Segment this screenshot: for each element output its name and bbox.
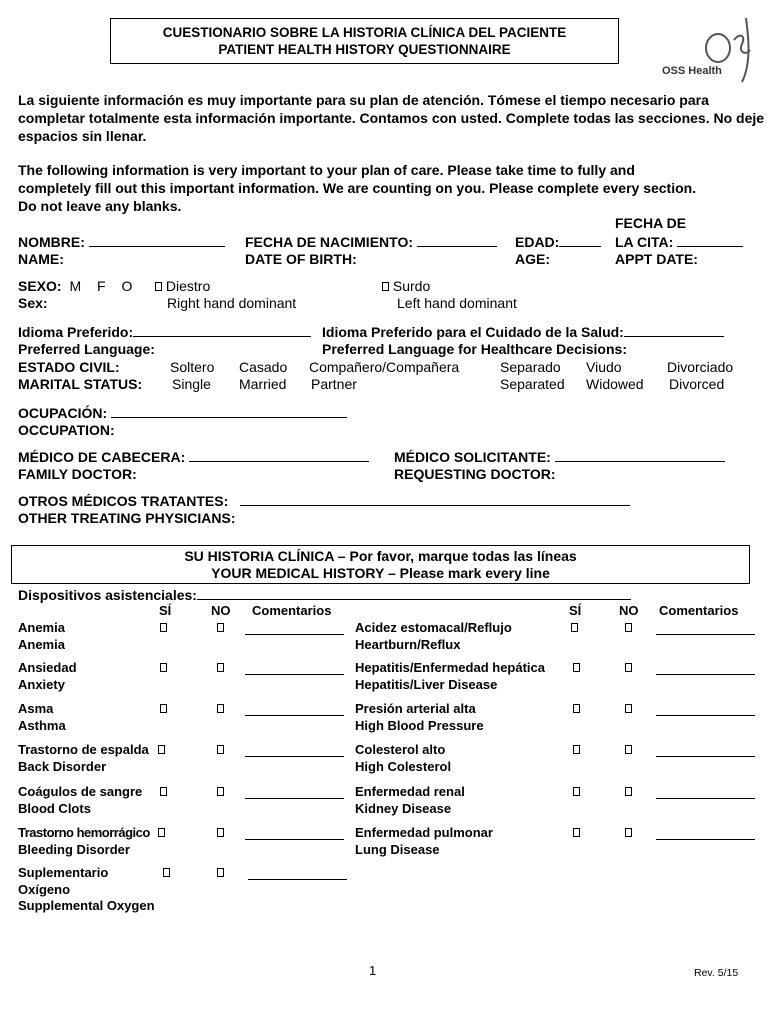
condition-label-en: High Colesterol — [355, 758, 452, 774]
comments-field[interactable] — [245, 743, 344, 757]
comments-field[interactable] — [248, 866, 347, 880]
form-title-box — [110, 18, 619, 64]
yes-checkbox[interactable] — [573, 704, 580, 713]
marital-option-en: Single — [172, 376, 211, 392]
page-number: 1 — [369, 963, 377, 978]
yes-checkbox[interactable] — [573, 828, 580, 837]
marital-option[interactable] — [667, 359, 733, 393]
form-title-en: PATIENT HEALTH HISTORY QUESTIONNAIRE — [218, 42, 511, 57]
healthcare-language-field[interactable] — [624, 323, 724, 337]
occupation-label-es: OCUPACIÓN: — [18, 405, 108, 421]
yes-checkbox[interactable] — [158, 745, 165, 754]
dob-label-es: FECHA DE NACIMIENTO: — [245, 234, 413, 250]
marital-option[interactable] — [239, 359, 287, 393]
marital-label-en: MARITAL STATUS: — [18, 376, 143, 392]
yes-checkbox[interactable] — [160, 704, 167, 713]
language-field[interactable] — [133, 323, 311, 337]
name-label-es: NOMBRE: — [18, 234, 85, 250]
other-doctors-label-en: OTHER TREATING PHYSICIANS: — [18, 510, 236, 526]
assistive-devices-label: Dispositivos asistenciales: — [18, 587, 197, 603]
condition-label-en: Hepatitis/Liver Disease — [355, 676, 498, 692]
no-checkbox[interactable] — [217, 704, 224, 713]
condition-label-es: Asma — [18, 701, 54, 716]
occupation-field[interactable] — [111, 404, 347, 418]
marital-label-es: ESTADO CIVIL: — [18, 359, 120, 375]
condition-label-es: Trastorno hemorrágico — [18, 825, 150, 840]
no-checkbox[interactable] — [625, 704, 632, 713]
marital-option[interactable] — [586, 359, 644, 393]
language-label-es: Idioma Preferido: — [18, 324, 134, 340]
marital-option-en: Divorced — [669, 376, 725, 392]
other-doctors-field[interactable] — [240, 492, 630, 506]
marital-option-es: Viudo — [586, 359, 622, 375]
comments-field[interactable] — [656, 785, 755, 799]
comments-field[interactable] — [245, 621, 344, 635]
name-field[interactable] — [89, 233, 225, 247]
assistive-devices-field[interactable] — [197, 586, 631, 600]
comments-field[interactable] — [245, 661, 344, 675]
condition-label-en: Heartburn/Reflux — [355, 636, 461, 652]
age-field[interactable] — [559, 233, 601, 247]
no-checkbox[interactable] — [217, 623, 224, 632]
form-title-es: CUESTIONARIO SOBRE LA HISTORIA CLÍNICA DEL PACIENTE — [162, 25, 567, 40]
dob-field[interactable] — [417, 233, 497, 247]
appt-date-label-en: APPT DATE: — [615, 251, 698, 267]
yes-checkbox[interactable] — [160, 787, 167, 796]
healthcare-language-label-es: Idioma Preferido para el Cuidado de la Salud: — [322, 324, 624, 340]
no-checkbox[interactable] — [625, 623, 632, 632]
appt-date-field[interactable] — [677, 233, 743, 247]
no-checkbox[interactable] — [217, 745, 224, 754]
comments-field[interactable] — [656, 621, 755, 635]
language-label-en: Preferred Language: — [18, 341, 155, 357]
marital-option[interactable] — [170, 359, 214, 393]
no-checkbox[interactable] — [625, 745, 632, 754]
no-checkbox[interactable] — [625, 828, 632, 837]
no-checkbox[interactable] — [625, 663, 632, 672]
marital-option-en: Married — [239, 376, 287, 392]
comments-field[interactable] — [656, 743, 755, 757]
family-doctor-label-en: FAMILY DOCTOR: — [18, 466, 137, 482]
yes-checkbox[interactable] — [573, 787, 580, 796]
comments-field[interactable] — [656, 826, 755, 840]
comments-field[interactable] — [656, 661, 755, 675]
condition-label-es: Enfermedad pulmonar — [355, 825, 493, 840]
revision-label: Rev. 5/15 — [694, 967, 739, 979]
medical-history-heading-es: SU HISTORIA CLÍNICA – Por favor, marque todas las líneas — [184, 548, 577, 564]
right-hand-label-en: Right hand dominant — [167, 295, 297, 311]
requesting-doctor-label-es: MÉDICO SOLICITANTE: — [394, 449, 551, 465]
condition-label-es: Acidez estomacal/Reflujo — [355, 620, 512, 635]
marital-option-en: Separated — [500, 376, 565, 392]
sex-label-en: Sex: — [18, 295, 48, 311]
yes-checkbox[interactable] — [573, 745, 580, 754]
yes-checkbox[interactable] — [573, 663, 580, 672]
comments-field[interactable] — [656, 702, 755, 716]
yes-checkbox[interactable] — [571, 623, 578, 632]
condition-label-en: Lung Disease — [355, 841, 440, 857]
occupation-label-en: OCCUPATION: — [18, 422, 115, 438]
condition-label-es: Presión arterial alta — [355, 701, 476, 716]
marital-option-es: Soltero — [170, 359, 215, 375]
condition-label-en: Back Disorder — [18, 758, 107, 774]
condition-label-es: Ansiedad — [18, 660, 77, 675]
condition-label-es: Enfermedad renal — [355, 784, 465, 799]
left-hand-label-en: Left hand dominant — [397, 295, 517, 311]
dob-label-en: DATE OF BIRTH: — [245, 251, 357, 267]
col-no-left: NO — [211, 603, 231, 618]
logo-text: OSS Health — [662, 65, 722, 77]
name-label-en: NAME: — [18, 251, 64, 267]
intro-es: La siguiente información es muy importante para su plan de atención. Tómese el tiempo necesario para completar totalmente esta información importante. Contamos con usted. Complete todas las secciones. No deje espacios sin llenar. — [18, 92, 765, 144]
marital-option-es: Casado — [239, 359, 288, 375]
marital-option-es: Separado — [500, 359, 561, 375]
yes-checkbox[interactable] — [158, 828, 165, 837]
condition-label-en: Blood Clots — [18, 800, 91, 816]
sex-options[interactable]: M F O — [69, 278, 133, 294]
marital-option[interactable] — [500, 359, 565, 393]
condition-label-en: Anemia — [18, 636, 65, 652]
no-checkbox[interactable] — [217, 868, 224, 877]
col-yes-left: SÍ — [159, 603, 172, 618]
condition-label-en: Asthma — [18, 717, 66, 733]
sex-label-es: SEXO: — [18, 278, 62, 294]
col-yes-right: SÍ — [569, 603, 582, 618]
no-checkbox[interactable] — [625, 787, 632, 796]
condition-label-en: Bleeding Disorder — [18, 841, 130, 857]
no-checkbox[interactable] — [217, 663, 224, 672]
marital-option-en: Partner — [311, 376, 357, 392]
condition-label-es: Coágulos de sangre — [18, 784, 143, 799]
condition-label-es: Suplementario — [18, 865, 109, 880]
age-label-en: AGE: — [515, 251, 550, 267]
age-label-es: EDAD: — [515, 234, 560, 250]
col-comments-left: Comentarios — [252, 603, 332, 618]
condition-label-es-2: Oxígeno — [18, 881, 71, 897]
yes-checkbox[interactable] — [160, 623, 167, 632]
condition-label-es: Anemia — [18, 620, 65, 635]
no-checkbox[interactable] — [217, 787, 224, 796]
condition-label-en: Supplemental Oxygen — [18, 898, 155, 913]
family-doctor-label-es: MÉDICO DE CABECERA: — [18, 449, 186, 465]
yes-checkbox[interactable] — [160, 663, 167, 672]
left-hand-label-es: Surdo — [392, 278, 431, 294]
col-comments-right: Comentarios — [659, 603, 739, 618]
condition-label-en: Kidney Disease — [355, 800, 452, 816]
right-hand-checkbox[interactable] — [155, 282, 162, 291]
marital-option-en: Widowed — [586, 376, 644, 392]
appt-date-label-es-1: FECHA DE — [615, 215, 687, 231]
condition-label-es: Trastorno de espalda — [18, 742, 149, 757]
right-hand-label-es: Diestro — [165, 278, 211, 294]
condition-label-es: Colesterol alto — [355, 742, 446, 757]
marital-option[interactable] — [309, 359, 459, 393]
medical-history-heading-box — [11, 545, 750, 584]
condition-label-en: High Blood Pressure — [355, 717, 484, 733]
intro-en: The following information is very important to your plan of care. Please take time to fully and completely fill out this important information. We are counting on you. Please complete every section. Do not leave any blanks. — [18, 162, 697, 214]
family-doctor-field[interactable] — [189, 448, 369, 462]
comments-field[interactable] — [245, 702, 344, 716]
no-checkbox[interactable] — [217, 828, 224, 837]
requesting-doctor-field[interactable] — [555, 448, 725, 462]
marital-option-es: Divorciado — [667, 359, 734, 375]
appt-date-label-es-2: LA CITA: — [615, 234, 674, 250]
col-no-right: NO — [619, 603, 639, 618]
other-doctors-label-es: OTROS MÉDICOS TRATANTES: — [18, 493, 229, 509]
medical-history-heading-en: YOUR MEDICAL HISTORY – Please mark every line — [211, 565, 550, 581]
healthcare-language-label-en: Preferred Language for Healthcare Decisions: — [322, 341, 627, 357]
comments-field[interactable] — [245, 826, 344, 840]
requesting-doctor-label-en: REQUESTING DOCTOR: — [394, 466, 556, 482]
marital-option-es: Compañero/Compañera — [309, 359, 460, 375]
comments-field[interactable] — [245, 785, 344, 799]
condition-label-en: Anxiety — [18, 676, 65, 692]
oss-logo — [660, 14, 760, 86]
yes-checkbox[interactable] — [163, 868, 170, 877]
condition-label-es: Hepatitis/Enfermedad hepática — [355, 660, 545, 675]
left-hand-checkbox[interactable] — [382, 282, 389, 291]
